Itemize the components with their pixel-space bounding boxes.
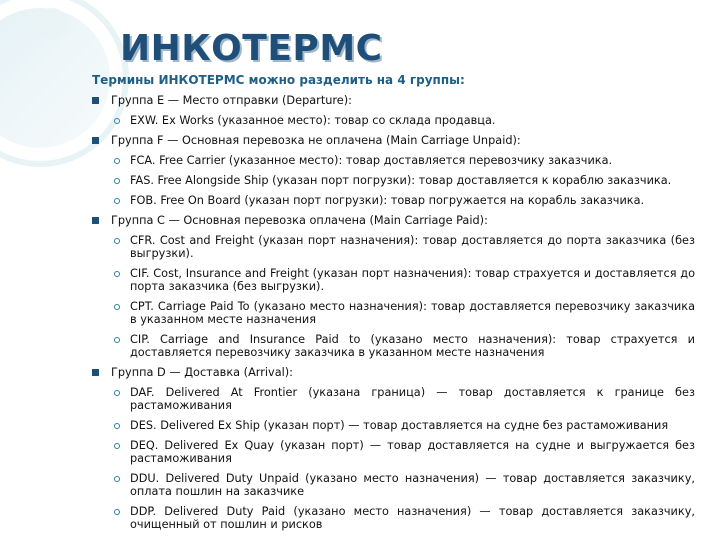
decor-circle-small [36, 8, 68, 40]
term-text: DAF. Delivered At Frontier (указана граница) — товар доставляется к границе без растаможивания [130, 386, 695, 412]
group-label: Группа E — Место отправки (Departure): [111, 94, 352, 107]
term-text: FCA. Free Carrier (указанное место): товар доставляется перевозчику заказчика. [130, 154, 613, 167]
group-item [92, 214, 695, 227]
circle-bullet-icon [114, 337, 120, 343]
circle-bullet-icon [114, 476, 120, 482]
term-text: CIP. Carriage and Insurance Paid to (указано место назначения): товар страхуется и доставляется перевозчику заказчика в указанном месте назначения [130, 333, 695, 359]
circle-bullet-icon [114, 238, 120, 244]
term-text: DES. Delivered Ex Ship (указан порт) — товар доставляется на судне без растаможивания [130, 419, 669, 432]
term-item [92, 174, 695, 187]
term-list [92, 386, 695, 531]
term-item [92, 267, 695, 293]
circle-bullet-icon [114, 158, 120, 164]
page-title: ИНКОТЕРМС [120, 28, 383, 69]
square-bullet-icon [92, 137, 99, 144]
circle-bullet-icon [114, 509, 120, 515]
term-item [92, 234, 695, 260]
term-item [92, 333, 695, 359]
circle-bullet-icon [114, 390, 120, 396]
group-label: Группа C — Основная перевозка оплачена (Main Carriage Paid): [111, 214, 488, 227]
term-item [92, 386, 695, 412]
term-text: FAS. Free Alongside Ship (указан порт погрузки): товар доставляется к кораблю заказчика. [130, 174, 672, 187]
term-text: DDP. Delivered Duty Paid (указано место назначения) — товар доставляется заказчику, очищенный от пошлин и рисков [130, 505, 695, 531]
term-item [92, 114, 695, 127]
group-item [92, 94, 695, 107]
term-item [92, 300, 695, 326]
group-item [92, 134, 695, 147]
term-item [92, 194, 695, 207]
term-item [92, 439, 695, 465]
square-bullet-icon [92, 369, 99, 376]
circle-bullet-icon [114, 198, 120, 204]
group-item [92, 366, 695, 379]
circle-bullet-icon [114, 443, 120, 449]
circle-bullet-icon [114, 271, 120, 277]
group-list [92, 94, 695, 531]
term-list [92, 234, 695, 359]
content-area [92, 74, 695, 538]
group-label: Группа F — Основная перевозка не оплачена (Main Carriage Unpaid): [111, 134, 521, 147]
term-item [92, 472, 695, 498]
square-bullet-icon [92, 97, 99, 104]
term-text: CIF. Cost, Insurance and Freight (указан порт назначения): товар страхуется и доставляется до порта заказчика (без выгрузки). [130, 267, 695, 293]
term-item [92, 419, 695, 432]
term-text: DDU. Delivered Duty Unpaid (указано место назначения) — товар доставляется заказчику, оплата пошлин на заказчике [130, 472, 695, 498]
circle-bullet-icon [114, 304, 120, 310]
intro-text: Термины ИНКОТЕРМС можно разделить на 4 группы: [92, 73, 465, 87]
term-text: CFR. Cost and Freight (указан порт назначения): товар доставляется до порта заказчика (без выгрузки). [130, 234, 695, 260]
square-bullet-icon [92, 217, 99, 224]
term-list [92, 154, 695, 207]
term-item [92, 505, 695, 531]
term-text: EXW. Ex Works (указанное место): товар со склада продавца. [130, 114, 496, 127]
term-text: FOB. Free On Board (указан порт погрузки): товар погружается на корабль заказчика. [130, 194, 645, 207]
group-label: Группа D — Доставка (Arrival): [111, 366, 293, 379]
circle-bullet-icon [114, 178, 120, 184]
circle-bullet-icon [114, 118, 120, 124]
term-item [92, 154, 695, 167]
term-text: CPT. Carriage Paid To (указано место назначения): товар доставляется перевозчику заказчика в указанном месте назначения [130, 300, 695, 326]
circle-bullet-icon [114, 423, 120, 429]
term-text: DEQ. Delivered Ex Quay (указан порт) — товар доставляется на судне и выгружается без растаможивания [130, 439, 695, 465]
term-list [92, 114, 695, 127]
